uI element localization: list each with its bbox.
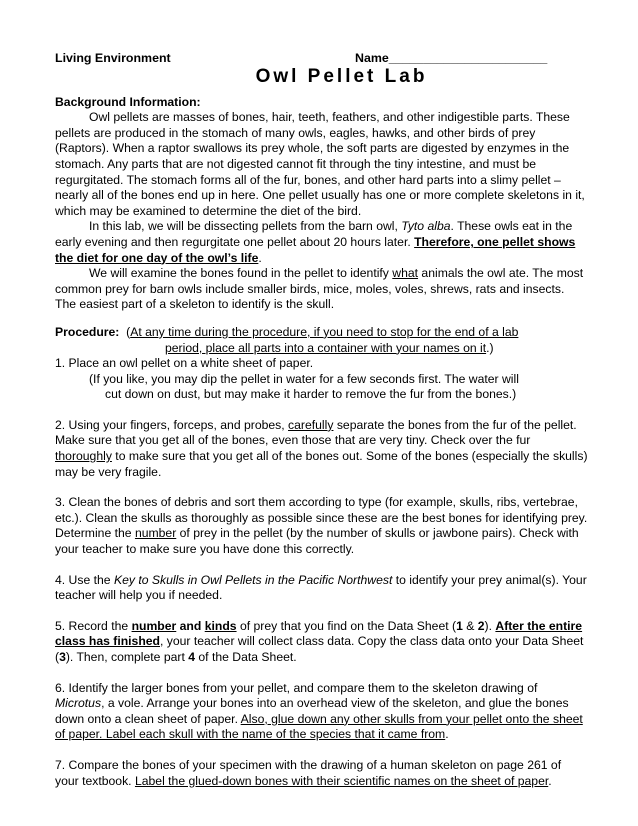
step-2: 2. Using your fingers, forceps, and probes, carefully separate the bones from the fur of the pellet. Make sure that you get all of the bones, even those that are very tiny. Check over the fur thoroughly to make sure that you get all of the bones out. Some of the bones (especially the skulls) may be very fragile.: [55, 417, 588, 479]
background-paragraph-1: Owl pellets are masses of bones, hair, teeth, feathers, and other indigestible parts. These pellets are produced in the stomach of many owls, eagles, hawks, and other birds of prey (Raptors). When a raptor swallows its prey whole, the soft parts are digested by enzymes in the stomach. Any parts that are not digested cannot fit through the tiny intestine, and must be regurgitated. The stomach forms all of the fur, bones, and other hard parts into a slimy pellet – nearly all of the bones end up in here. One pellet usually has one or more complete skeletons in it, which may be examined to determine the diet of the bird.: [55, 110, 585, 218]
step-4: 4. Use the Key to Skulls in Owl Pellets in the Pacific Northwest to identify your prey animal(s). Your teacher will help you if needed.: [55, 572, 587, 603]
step-7: 7. Compare the bones of your specimen with the drawing of a human skeleton on page 261 of your textbook. Label the glued-down bones with their scientific names on the sheet of paper.: [55, 757, 562, 788]
species-name: Tyto alba: [401, 219, 451, 234]
background-paragraph-2: In this lab, we will be dissecting pellets from the barn owl, Tyto alba. These owls eat in the early evening and then regurgitate one pellet about 20 hours later. Therefore, one pellet shows the diet for one day of the owl’s life.: [55, 219, 576, 265]
course-label: Living Environment: [55, 51, 171, 65]
key-reference: Key to Skulls in Owl Pellets in the Pacific Northwest: [113, 572, 393, 587]
procedure-note: period, place all parts into a container with your names on it.): [165, 340, 494, 355]
procedure-heading: Procedure:: [55, 324, 120, 339]
procedure-section: [55, 325, 588, 789]
procedure-heading-line: Procedure: (At any time during the procedure, if you need to stop for the end of a lab: [55, 324, 519, 339]
step-3: 3. Clean the bones of debris and sort them according to type (for example, skulls, ribs, vertebrae, etc.). Clean the skulls as thoroughly as possible since these are the best bones for identifying prey. Determine the number of prey in the pellet (by the number of skulls or jawbone pairs). Check with your teacher to make sure you have done this correctly.: [55, 495, 588, 557]
background-paragraph-3: We will examine the bones found in the pellet to identify what animals the owl ate. The most common prey for barn owls include smaller birds, mice, moles, voles, shrews, rats and insects. The easiest part of a skeleton to identify is the skull.: [55, 266, 584, 312]
step-1: 1. Place an owl pellet on a white sheet of paper.: [55, 356, 314, 371]
step-6: 6. Identify the larger bones from your pellet, and compare them to the skeleton drawing of Microtus, a vole. Arrange your bones into an overhead view of the skeleton, and glue the bones down onto a clean sheet of paper. Also, glue down any other skulls from your pellet onto the sheet of paper. Label each skull with the name of the species that it came from.: [55, 680, 583, 742]
page-title: Owl Pellet Lab: [255, 66, 428, 87]
name-field-label: Name_______________________: [355, 51, 548, 65]
step-5: 5. Record the number and kinds of prey that you find on the Data Sheet (1 & 2). After the entire class has finished, your teacher will collect class data. Copy the class data onto your Data Sheet (3). Then, complete part 4 of the Data Sheet.: [55, 618, 584, 664]
background-heading: Background Information:: [55, 94, 201, 109]
background-section: [55, 95, 588, 313]
step-1-note-b: cut down on dust, but may make it harder to remove the fur from the bones.): [105, 387, 517, 402]
key-point: Therefore, one pellet shows the diet for one day of the owl’s life: [55, 234, 576, 265]
page-header: [55, 51, 588, 67]
step-1-note-a: (If you like, you may dip the pellet in water for a few seconds first. The water will: [89, 371, 519, 386]
